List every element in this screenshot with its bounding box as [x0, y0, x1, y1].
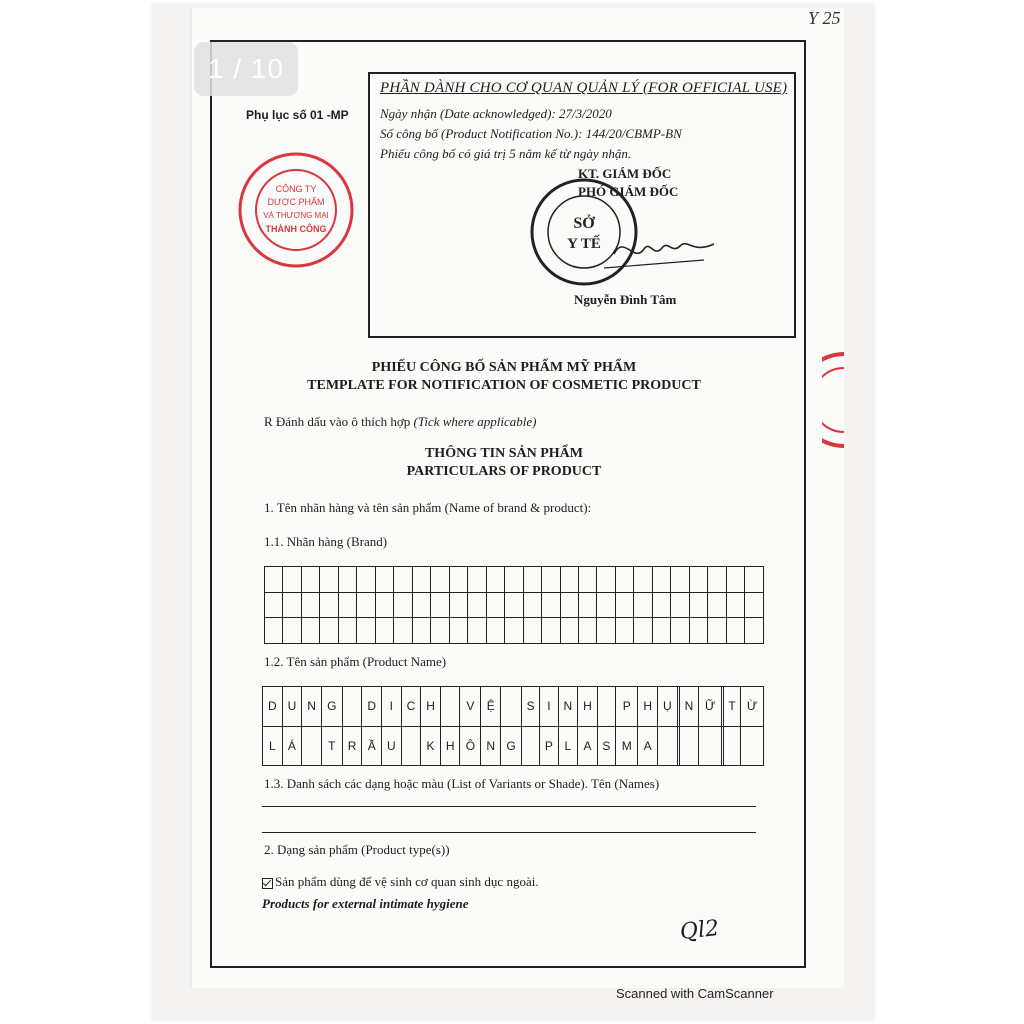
product-name-letter-cell: G: [501, 726, 522, 766]
tick-note-en: (Tick where applicable): [413, 414, 537, 429]
brand-grid-cell: [689, 592, 707, 618]
product-name-letter-cell: D: [362, 687, 382, 727]
dept-stamp-line-2: Y TẾ: [567, 236, 601, 252]
brand-grid-cell: [357, 567, 375, 593]
section-title-en: PARTICULARS OF PRODUCT: [406, 464, 602, 479]
brand-grid-cell: [468, 592, 486, 618]
variants-answer-line-2: [262, 832, 756, 833]
form-title-vn: PHIẾU CÔNG BỐ SẢN PHẨM MỸ PHẨM: [371, 360, 637, 375]
corner-handwritten-note: Y 25: [808, 8, 841, 28]
brand-grid-cell: [320, 618, 338, 644]
product-name-row-2: [263, 726, 764, 766]
product-name-letter-cell: V: [460, 687, 481, 727]
brand-grid-cell: [449, 567, 467, 593]
department-stamp: [528, 176, 640, 288]
brand-grid-cell: [597, 567, 615, 593]
product-name-letter-cell: [342, 687, 362, 727]
brand-grid-cell: [542, 592, 560, 618]
product-name-letter-cell: U: [282, 687, 302, 727]
page-counter: 1 / 10: [194, 42, 298, 96]
product-name-letter-cell: [740, 726, 763, 766]
product-name-letter-cell: Ữ: [699, 687, 722, 727]
stamp-line-2: DƯỢC PHẨM: [267, 197, 325, 207]
product-name-letter-cell: G: [321, 687, 342, 727]
signer-title-1: KT. GIÁM ĐỐC: [578, 166, 672, 181]
brand-grid-cell: [283, 618, 301, 644]
product-type-option: [262, 874, 539, 890]
brand-grid-cell: [634, 618, 652, 644]
product-name-letter-cell: U: [382, 726, 402, 766]
brand-grid-cell: [560, 592, 578, 618]
brand-grid-cell: [578, 618, 596, 644]
official-use-title: PHẦN DÀNH CHO CƠ QUAN QUẢN LÝ (FOR OFFICIAL USE): [380, 80, 788, 96]
product-name-letter-cell: H: [440, 726, 460, 766]
product-name-letter-cell: C: [401, 687, 421, 727]
brand-grid-cell: [338, 592, 356, 618]
brand-grid-cell: [652, 618, 670, 644]
brand-grid-cell: [412, 618, 430, 644]
product-name-letter-cell: [679, 726, 699, 766]
product-name-letter-cell: H: [421, 687, 441, 727]
brand-grid-cell: [394, 567, 412, 593]
brand-grid-cell: [708, 592, 726, 618]
brand-grid-cell: [431, 592, 449, 618]
brand-grid-cell: [338, 618, 356, 644]
product-name-letter-cell: P: [540, 726, 558, 766]
brand-grid-cell: [357, 592, 375, 618]
brand-grid-cell: [523, 592, 541, 618]
question-1-1-brand: 1.1. Nhãn hàng (Brand): [264, 534, 388, 549]
product-name-letter-cell: [401, 726, 421, 766]
validity-note: Phiếu công bố có giá trị 5 năm kể từ ngày nhận.: [380, 146, 632, 161]
brand-grid-cell: [689, 567, 707, 593]
brand-grid-cell: [560, 618, 578, 644]
brand-grid-cell: [283, 592, 301, 618]
brand-grid-cell: [412, 592, 430, 618]
product-type-en: Products for external intimate hygiene: [262, 896, 469, 911]
brand-grid-cell: [468, 618, 486, 644]
product-name-letter-cell: D: [263, 687, 283, 727]
brand-grid-cell: [542, 618, 560, 644]
handwritten-initials: Ql2: [678, 916, 721, 945]
form-title-en: TEMPLATE FOR NOTIFICATION OF COSMETIC PRODUCT: [307, 378, 701, 393]
product-name-letter-cell: P: [616, 687, 638, 727]
brand-grid-cell: [708, 567, 726, 593]
appendix-label: Phụ lục số 01 -MP: [246, 108, 349, 122]
brand-grid-cell: [505, 618, 523, 644]
scanner-watermark: Scanned with CamScanner: [616, 986, 774, 1001]
product-name-letter-cell: K: [421, 726, 441, 766]
product-name-letter-cell: R: [342, 726, 362, 766]
question-1-3-variants: 1.3. Danh sách các dạng hoặc màu (List of Variants or Shade). Tên (Names): [264, 776, 660, 791]
product-name-row-1: [263, 687, 764, 727]
product-name-letter-cell: N: [679, 687, 699, 727]
date-acknowledged: Ngày nhận (Date acknowledged): 27/3/2020: [380, 106, 612, 121]
brand-grid-cell: [505, 567, 523, 593]
brand-grid-cell: [505, 592, 523, 618]
brand-grid-cell: [431, 618, 449, 644]
signer-name: Nguyễn Đình Tâm: [574, 292, 677, 307]
product-name-letter-cell: Ệ: [481, 687, 501, 727]
company-stamp: [236, 150, 356, 270]
product-name-letter-cell: T: [724, 687, 741, 727]
brand-grid-cell: [265, 618, 283, 644]
stamp-line-1: CÔNG TY: [275, 184, 317, 194]
brand-grid-cell: [745, 567, 764, 593]
brand-grid-cell: [726, 618, 744, 644]
product-name-letter-cell: [501, 687, 522, 727]
brand-grid-cell: [375, 567, 393, 593]
product-name-letter-cell: M: [616, 726, 638, 766]
brand-grid-cell: [689, 618, 707, 644]
brand-grid-cell: [560, 567, 578, 593]
brand-grid-cell: [468, 567, 486, 593]
brand-grid-cell: [652, 567, 670, 593]
brand-grid-cell: [671, 618, 689, 644]
product-name-letter-cell: [699, 726, 722, 766]
product-name-letter-cell: H: [638, 687, 658, 727]
brand-grid-cell: [394, 618, 412, 644]
brand-grid-cell: [634, 592, 652, 618]
product-name-letter-cell: N: [302, 687, 322, 727]
brand-grid-cell: [745, 618, 764, 644]
brand-grid-cell: [578, 567, 596, 593]
brand-grid-cell: [486, 567, 504, 593]
brand-grid-cell: [320, 592, 338, 618]
product-name-letter-cell: H: [578, 687, 598, 727]
brand-grid-cell: [375, 592, 393, 618]
tick-note-vn: R Đánh dấu vào ô thích hợp: [264, 414, 411, 429]
brand-grid-cell: [301, 618, 319, 644]
checked-checkbox-icon[interactable]: [262, 878, 273, 889]
product-name-letter-cell: S: [597, 726, 615, 766]
brand-grid-cell: [431, 567, 449, 593]
dept-stamp-line-1: SỞ: [573, 215, 595, 232]
brand-grid-cell: [708, 618, 726, 644]
question-2-product-type: 2. Dạng sản phẩm (Product type(s)): [264, 842, 450, 857]
brand-grid-cell: [615, 592, 633, 618]
brand-grid-cell: [726, 592, 744, 618]
product-name-grid: [262, 686, 764, 766]
product-name-letter-cell: I: [540, 687, 558, 727]
brand-grid-cell: [726, 567, 744, 593]
brand-grid-cell: [375, 618, 393, 644]
brand-grid-cell: [265, 592, 283, 618]
notification-number: Số công bố (Product Notification No.): 144/20/CBMP-BN: [380, 126, 682, 141]
product-name-letter-cell: N: [558, 687, 578, 727]
brand-grid-cell: [542, 567, 560, 593]
product-name-letter-cell: [597, 687, 615, 727]
brand-grid-cell: [412, 567, 430, 593]
brand-grid-cell: [615, 618, 633, 644]
brand-grid-cell: [671, 567, 689, 593]
section-title-vn: THÔNG TIN SẢN PHẨM: [424, 446, 584, 461]
brand-grid-cell: [671, 592, 689, 618]
product-name-letter-cell: S: [522, 687, 540, 727]
brand-grid-cell: [449, 592, 467, 618]
edge-stamp: [822, 350, 844, 450]
product-name-letter-cell: [440, 687, 460, 727]
brand-grid-cell: [486, 618, 504, 644]
product-name-letter-cell: [657, 726, 677, 766]
product-name-letter-cell: [522, 726, 540, 766]
brand-character-grid: [264, 566, 764, 644]
product-name-letter-cell: Ừ: [740, 687, 763, 727]
brand-grid-cell: [597, 592, 615, 618]
brand-grid-cell: [394, 592, 412, 618]
product-name-letter-cell: [302, 726, 322, 766]
stamp-line-3: VÀ THƯƠNG MẠI: [263, 211, 329, 220]
brand-grid-cell: [357, 618, 375, 644]
product-name-letter-cell: T: [321, 726, 342, 766]
brand-grid-cell: [301, 567, 319, 593]
product-name-letter-cell: A: [578, 726, 598, 766]
question-1-2-product-name: 1.2. Tên sản phẩm (Product Name): [264, 654, 447, 669]
brand-grid-cell: [634, 567, 652, 593]
question-1: 1. Tên nhãn hàng và tên sản phẩm (Name of brand & product):: [264, 500, 592, 515]
brand-grid-cell: [486, 592, 504, 618]
product-name-letter-cell: L: [263, 726, 283, 766]
product-name-letter-cell: A: [638, 726, 658, 766]
product-name-letter-cell: Á: [282, 726, 302, 766]
signer-title-2: PHÓ GIÁM ĐỐC: [578, 184, 679, 199]
brand-grid-cell: [578, 592, 596, 618]
product-name-letter-cell: L: [558, 726, 578, 766]
product-name-letter-cell: N: [481, 726, 501, 766]
product-name-letter-cell: [724, 726, 741, 766]
brand-grid-cell: [615, 567, 633, 593]
brand-grid-cell: [449, 618, 467, 644]
brand-grid-cell: [597, 618, 615, 644]
brand-grid-cell: [652, 592, 670, 618]
brand-grid-cell: [320, 567, 338, 593]
brand-grid-cell: [523, 618, 541, 644]
variants-answer-line-1: [262, 806, 756, 807]
brand-grid-cell: [265, 567, 283, 593]
product-name-letter-cell: Ụ: [657, 687, 677, 727]
product-type-vn: Sản phẩm dùng để vệ sinh cơ quan sinh dục ngoài.: [275, 874, 539, 889]
brand-grid-cell: [301, 592, 319, 618]
stamp-line-4: THÀNH CÔNG: [265, 224, 327, 234]
brand-grid-cell: [338, 567, 356, 593]
product-name-letter-cell: Ầ: [362, 726, 382, 766]
product-name-letter-cell: I: [382, 687, 402, 727]
tick-note: [264, 414, 537, 430]
brand-grid-cell: [283, 567, 301, 593]
brand-grid-cell: [745, 592, 764, 618]
brand-grid-cell: [523, 567, 541, 593]
product-name-letter-cell: Ô: [460, 726, 481, 766]
